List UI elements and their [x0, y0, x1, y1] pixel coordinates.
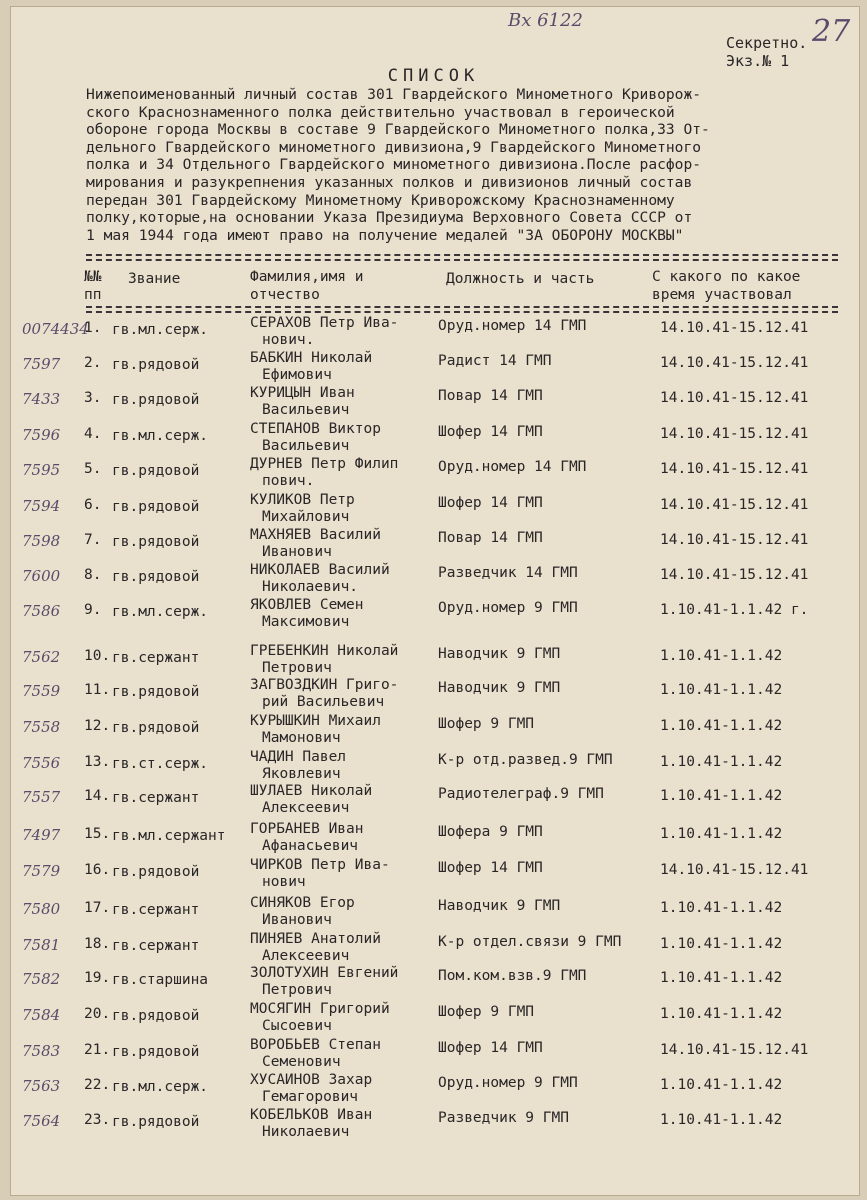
- col-num-line2: пп: [84, 287, 102, 303]
- patronymic-cell: Алексеевич: [262, 800, 350, 816]
- position-cell: Наводчик 9 ГМП: [438, 898, 561, 914]
- surname-cell: ЗАГВОЗДКИН Григо-: [250, 677, 399, 693]
- patronymic-cell: Гемагорович: [262, 1089, 359, 1105]
- rank-cell: гв.сержант: [112, 650, 200, 666]
- position-cell: Шофер 9 ГМП: [438, 1004, 535, 1020]
- surname-cell: ПИНЯЕВ Анатолий: [250, 931, 381, 947]
- registry-number: 7557: [22, 788, 61, 806]
- position-cell: Шофер 14 ГМП: [438, 424, 543, 440]
- patronymic-cell: Семенович: [262, 1054, 341, 1070]
- period-cell: 14.10.41-15.12.41: [660, 1042, 809, 1058]
- table-row: [0, 385, 867, 424]
- surname-cell: ГОРБАНЕВ Иван: [250, 821, 364, 837]
- rank-cell: гв.мл.серж.: [112, 1079, 209, 1095]
- surname-cell: ЯКОВЛЕВ Семен: [250, 597, 364, 613]
- rank-cell: гв.старшина: [112, 972, 209, 988]
- row-number: 7.: [84, 532, 102, 548]
- surname-cell: КОБЕЛЬКОВ Иван: [250, 1107, 373, 1123]
- position-cell: Наводчик 9 ГМП: [438, 646, 561, 662]
- registry-number: 7594: [22, 497, 61, 515]
- patronymic-cell: Мамонович: [262, 730, 341, 746]
- col-period-line2: время участвовал: [652, 287, 792, 303]
- position-cell: Разведчик 9 ГМП: [438, 1110, 569, 1126]
- registry-number: 7564: [22, 1112, 61, 1130]
- period-cell: 14.10.41-15.12.41: [660, 355, 809, 371]
- row-number: 6.: [84, 497, 102, 513]
- patronymic-cell: нович: [262, 874, 306, 890]
- patronymic-cell: Михайлович: [262, 509, 350, 525]
- col-name-header: [250, 268, 364, 304]
- rank-cell: гв.рядовой: [112, 1044, 200, 1060]
- period-cell: 14.10.41-15.12.41: [660, 320, 809, 336]
- patronymic-cell: пович.: [262, 473, 315, 489]
- registry-number: 7497: [22, 826, 61, 844]
- document-title: СПИСОК: [387, 66, 480, 86]
- header-bottom-rule: [86, 306, 838, 313]
- rank-cell: гв.рядовой: [112, 392, 200, 408]
- surname-cell: ГРЕБЕНКИН Николай: [250, 643, 399, 659]
- intro-line: дельного Гвардейского минометного дивизиона,9 Гвардейского Минометного: [86, 138, 702, 156]
- rank-cell: гв.рядовой: [112, 720, 200, 736]
- position-cell: Оруд.номер 9 ГМП: [438, 1075, 578, 1091]
- period-cell: 14.10.41-15.12.41: [660, 862, 809, 878]
- secret-label: Секретно.: [726, 34, 808, 52]
- registry-number: 7598: [22, 532, 61, 550]
- period-cell: 1.10.41-1.1.42: [660, 754, 783, 770]
- intro-line: ского Краснознаменного полка действительно участвовал в героической: [86, 103, 675, 121]
- rank-cell: гв.мл.серж.: [112, 604, 209, 620]
- position-cell: Повар 14 ГМП: [438, 530, 543, 546]
- row-number: 20.: [84, 1006, 111, 1022]
- registry-number: 7556: [22, 754, 61, 772]
- surname-cell: КУРИЦЫН Иван: [250, 385, 355, 401]
- rank-cell: гв.сержант: [112, 938, 200, 954]
- registry-number: 7582: [22, 970, 61, 988]
- position-cell: Шофер 14 ГМП: [438, 495, 543, 511]
- table-row: [0, 597, 867, 636]
- position-cell: Радист 14 ГМП: [438, 353, 552, 369]
- patronymic-cell: Петрович: [262, 982, 332, 998]
- row-number: 21.: [84, 1042, 111, 1058]
- registry-number: 7584: [22, 1006, 61, 1024]
- table-row: [0, 931, 867, 970]
- rank-cell: гв.сержант: [112, 902, 200, 918]
- row-number: 1.: [84, 320, 102, 336]
- rank-cell: гв.рядовой: [112, 864, 200, 880]
- registry-number: 7558: [22, 718, 61, 736]
- period-cell: 1.10.41-1.1.42: [660, 900, 783, 916]
- page-number: 27: [812, 14, 851, 49]
- period-cell: 1.10.41-1.1.42: [660, 1112, 783, 1128]
- table-row: [0, 857, 867, 896]
- period-cell: 14.10.41-15.12.41: [660, 426, 809, 442]
- row-number: 4.: [84, 426, 102, 442]
- intro-line: 1 мая 1944 года имеют право на получение медалей "ЗА ОБОРОНУ МОСКВЫ": [86, 226, 684, 244]
- table-row: [0, 1107, 867, 1146]
- patronymic-cell: Васильевич: [262, 402, 350, 418]
- table-row: [0, 421, 867, 460]
- patronymic-cell: Иванович: [262, 544, 332, 560]
- intro-line: передан 301 Гвардейскому Минометному Криворожскому Краснознаменному: [86, 191, 675, 209]
- row-number: 8.: [84, 567, 102, 583]
- registry-number: 7597: [22, 355, 61, 373]
- row-number: 19.: [84, 970, 111, 986]
- rank-cell: гв.рядовой: [112, 569, 200, 585]
- table-row: [0, 350, 867, 389]
- table-row: [0, 965, 867, 1004]
- table-row: [0, 643, 867, 682]
- surname-cell: ШУЛАЕВ Николай: [250, 783, 373, 799]
- row-number: 15.: [84, 826, 111, 842]
- registry-number: 7580: [22, 900, 61, 918]
- rank-cell: гв.рядовой: [112, 1008, 200, 1024]
- position-cell: Радиотелеграф.9 ГМП: [438, 786, 604, 802]
- row-number: 2.: [84, 355, 102, 371]
- period-cell: 1.10.41-1.1.42: [660, 936, 783, 952]
- period-cell: 1.10.41-1.1.42: [660, 788, 783, 804]
- position-cell: К-р отд.развед.9 ГМП: [438, 752, 613, 768]
- table-row: [0, 527, 867, 566]
- surname-cell: ЗОЛОТУХИН Евгений: [250, 965, 399, 981]
- patronymic-cell: рий Васильевич: [262, 694, 385, 710]
- row-number: 12.: [84, 718, 111, 734]
- table-row: [0, 1037, 867, 1076]
- rank-cell: гв.рядовой: [112, 534, 200, 550]
- surname-cell: СТЕПАНОВ Виктор: [250, 421, 381, 437]
- rank-cell: гв.рядовой: [112, 499, 200, 515]
- row-number: 17.: [84, 900, 111, 916]
- table-row: [0, 315, 867, 354]
- registry-number: 7563: [22, 1077, 61, 1095]
- position-cell: Шофер 14 ГМП: [438, 860, 543, 876]
- registry-number: 0074434: [22, 320, 89, 338]
- col-name-line2: отчество: [250, 287, 320, 303]
- intro-line: мирования и разукрепнения указанных полков и дивизионов личный состав: [86, 173, 693, 191]
- period-cell: 14.10.41-15.12.41: [660, 461, 809, 477]
- table-row: [0, 895, 867, 934]
- patronymic-cell: Афанасьевич: [262, 838, 359, 854]
- row-number: 11.: [84, 682, 111, 698]
- patronymic-cell: Николаевич.: [262, 579, 359, 595]
- position-cell: Шофер 9 ГМП: [438, 716, 535, 732]
- period-cell: 14.10.41-15.12.41: [660, 390, 809, 406]
- registry-number: 7600: [22, 567, 61, 585]
- position-cell: Шофера 9 ГМП: [438, 824, 543, 840]
- row-number: 23.: [84, 1112, 111, 1128]
- table-row: [0, 783, 867, 822]
- secrecy-stamp: [726, 34, 807, 70]
- position-cell: Шофер 14 ГМП: [438, 1040, 543, 1056]
- row-number: 3.: [84, 390, 102, 406]
- rank-cell: гв.рядовой: [112, 684, 200, 700]
- intro-paragraph: [86, 86, 846, 244]
- col-name-line1: Фамилия,имя и: [250, 269, 364, 285]
- position-cell: К-р отдел.связи 9 ГМП: [438, 934, 622, 950]
- row-number: 9.: [84, 602, 102, 618]
- period-cell: 1.10.41-1.1.42: [660, 718, 783, 734]
- position-cell: Оруд.номер 14 ГМП: [438, 459, 587, 475]
- surname-cell: СЕРАХОВ Петр Ива-: [250, 315, 399, 331]
- registry-number: 7595: [22, 461, 61, 479]
- registry-number: 7586: [22, 602, 61, 620]
- table-row: [0, 1072, 867, 1111]
- row-number: 22.: [84, 1077, 111, 1093]
- position-cell: Наводчик 9 ГМП: [438, 680, 561, 696]
- rank-cell: гв.рядовой: [112, 463, 200, 479]
- registry-number: 7579: [22, 862, 61, 880]
- row-number: 5.: [84, 461, 102, 477]
- registry-number: 7562: [22, 648, 61, 666]
- surname-cell: ЧИРКОВ Петр Ива-: [250, 857, 390, 873]
- registry-number: 7559: [22, 682, 61, 700]
- rank-cell: гв.мл.серж.: [112, 428, 209, 444]
- surname-cell: ВОРОБЬЕВ Степан: [250, 1037, 381, 1053]
- surname-cell: МАХНЯЕВ Василий: [250, 527, 381, 543]
- col-num-header: [84, 268, 101, 304]
- period-cell: 14.10.41-15.12.41: [660, 532, 809, 548]
- rank-cell: гв.рядовой: [112, 1114, 200, 1130]
- patronymic-cell: Максимович: [262, 614, 350, 630]
- row-number: 18.: [84, 936, 111, 952]
- position-cell: Пом.ком.взв.9 ГМП: [438, 968, 587, 984]
- period-cell: 14.10.41-15.12.41: [660, 497, 809, 513]
- surname-cell: КУРЫШКИН Михаил: [250, 713, 381, 729]
- patronymic-cell: Сысоевич: [262, 1018, 332, 1034]
- position-cell: Оруд.номер 9 ГМП: [438, 600, 578, 616]
- col-period-line1: С какого по какое: [652, 269, 801, 285]
- period-cell: 14.10.41-15.12.41: [660, 567, 809, 583]
- row-number: 13.: [84, 754, 111, 770]
- col-period-header: [652, 268, 800, 304]
- table-row: [0, 562, 867, 601]
- surname-cell: ЧАДИН Павел: [250, 749, 347, 765]
- table-row: [0, 749, 867, 788]
- position-cell: Разведчик 14 ГМП: [438, 565, 578, 581]
- patronymic-cell: нович.: [262, 332, 315, 348]
- intro-line: полку,которые,на основании Указа Президиума Верховного Совета СССР от: [86, 209, 693, 227]
- table-row: [0, 492, 867, 531]
- registry-number: 7596: [22, 426, 61, 444]
- col-num-line1: №№: [84, 269, 102, 285]
- surname-cell: НИКОЛАЕВ Василий: [250, 562, 390, 578]
- registry-number: 7433: [22, 390, 61, 408]
- rank-cell: гв.сержант: [112, 790, 200, 806]
- rank-cell: гв.мл.сержант: [112, 828, 226, 844]
- period-cell: 1.10.41-1.1.42: [660, 1006, 783, 1022]
- table-row: [0, 821, 867, 860]
- rank-cell: гв.ст.серж.: [112, 756, 209, 772]
- surname-cell: ДУРНЕВ Петр Филип: [250, 456, 399, 472]
- col-position-header: Должность и часть: [446, 271, 595, 287]
- period-cell: 1.10.41-1.1.42: [660, 826, 783, 842]
- intro-line: полка и 34 Отдельного Гвардейского минометного дивизиона.После расфор-: [86, 156, 702, 174]
- patronymic-cell: Петрович: [262, 660, 332, 676]
- patronymic-cell: Васильевич: [262, 438, 350, 454]
- patronymic-cell: Яковлевич: [262, 766, 341, 782]
- registry-number: 7583: [22, 1042, 61, 1060]
- row-number: 14.: [84, 788, 111, 804]
- period-cell: 1.10.41-1.1.42: [660, 648, 783, 664]
- col-rank-header: Звание: [128, 271, 181, 287]
- row-number: 10.: [84, 648, 111, 664]
- surname-cell: КУЛИКОВ Петр: [250, 492, 355, 508]
- table-row: [0, 713, 867, 752]
- surname-cell: БАБКИН Николай: [250, 350, 373, 366]
- surname-cell: СИНЯКОВ Егор: [250, 895, 355, 911]
- header-top-rule: [86, 254, 838, 261]
- table-row: [0, 456, 867, 495]
- table-row: [0, 677, 867, 716]
- patronymic-cell: Ефимович: [262, 367, 332, 383]
- surname-cell: МОСЯГИН Григорий: [250, 1001, 390, 1017]
- period-cell: 1.10.41-1.1.42: [660, 970, 783, 986]
- rank-cell: гв.мл.серж.: [112, 322, 209, 338]
- patronymic-cell: Николаевич: [262, 1124, 350, 1140]
- intro-line: обороне города Москвы в составе 9 Гвардейского Минометного полка,33 От-: [86, 121, 710, 139]
- patronymic-cell: Алексеевич: [262, 948, 350, 964]
- table-row: [0, 1001, 867, 1040]
- period-cell: 1.10.41-1.1.42: [660, 682, 783, 698]
- archive-mark: Вх 6122: [508, 10, 583, 31]
- row-number: 16.: [84, 862, 111, 878]
- period-cell: 1.10.41-1.1.42 г.: [660, 602, 809, 618]
- rank-cell: гв.рядовой: [112, 357, 200, 373]
- copy-number: Экз.№ 1: [726, 52, 790, 70]
- registry-number: 7581: [22, 936, 61, 954]
- intro-line: Нижепоименованный личный состав 301 Гвардейского Минометного Криворож-: [86, 86, 702, 103]
- patronymic-cell: Иванович: [262, 912, 332, 928]
- period-cell: 1.10.41-1.1.42: [660, 1077, 783, 1093]
- surname-cell: ХУСАИНОВ Захар: [250, 1072, 373, 1088]
- position-cell: Повар 14 ГМП: [438, 388, 543, 404]
- position-cell: Оруд.номер 14 ГМП: [438, 318, 587, 334]
